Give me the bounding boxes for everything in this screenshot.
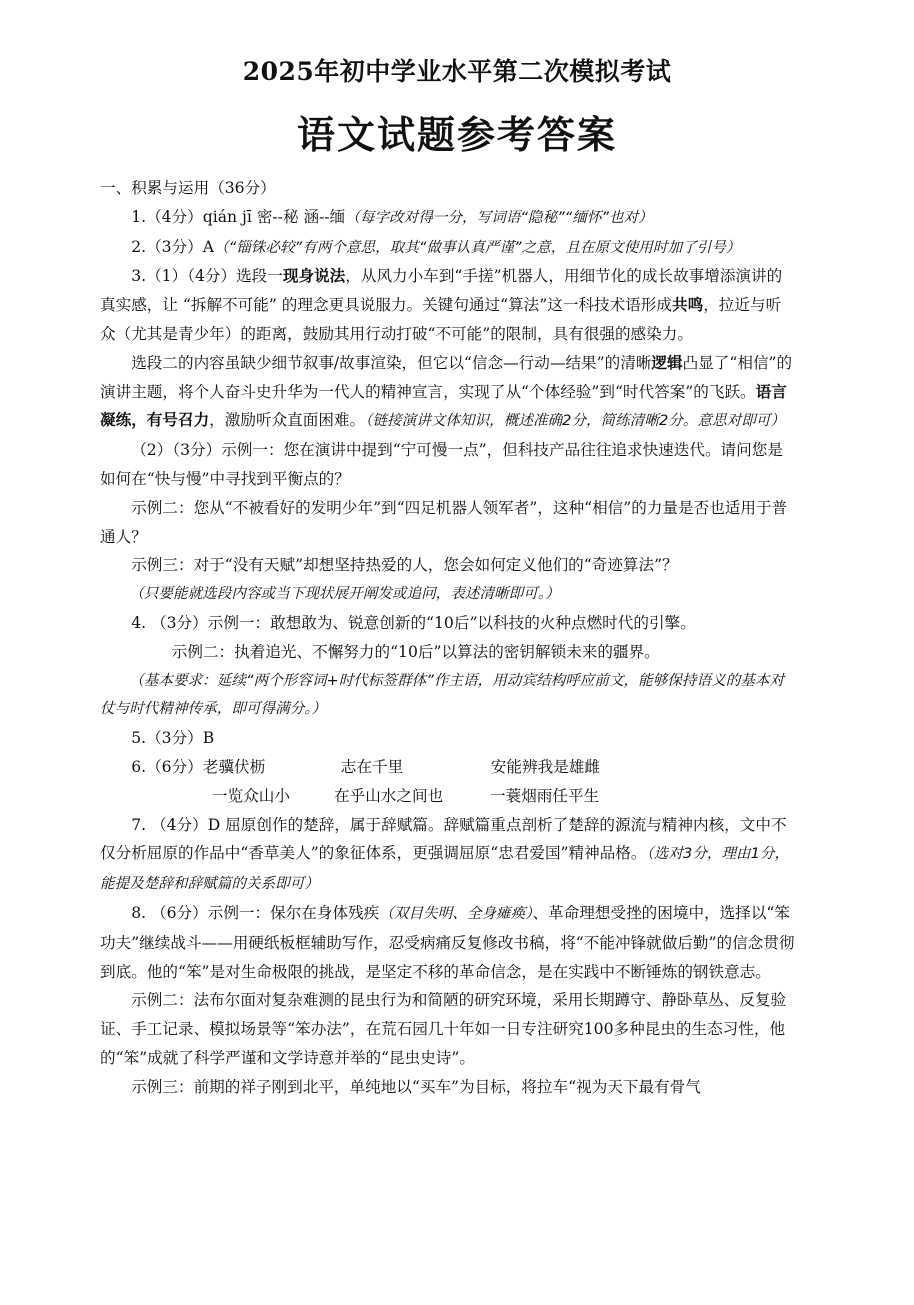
answer-q8-example1: 8. （6分）示例一：保尔在身体残疾（双目失明、全身瘫痪）、革命理想受挫的困境中，选择以“笨功夫”继续战斗——用硬纸板框辅助写作，忍受病痛反复修改书稿，将“不能冲锋就做后勤”的信念贯彻到底。他的“笨”是对生命极限的挑战，是坚定不移的革命信念，是在实践中不断锤炼的钢铁意志。	[100, 903, 795, 981]
answer-q4-example2: 示例二：执着追光、不懈努力的“10后”以算法的密钥解锁未来的疆界。	[171, 642, 660, 661]
answer-q3-2-note: （只要能就选段内容或当下现状展开阐发或追问，表述清晰即可。）	[129, 585, 560, 603]
poem-line: 一蓑烟雨任平生	[490, 786, 600, 805]
answer-q3-2-example1: （2）（3分）示例一：您在演讲中提到“宁可慢一点”，但科技产品往往追求快速迭代。请问您是如何在“快与慢”中寻找到平衡点的？	[100, 441, 783, 488]
answer-q7: 7. （4分）D 屈原创作的楚辞，属于辞赋篇。辞赋篇重点剖析了楚辞的源流与精神内核，文中不仅分析屈原的作品中“香草美人”的象征体系，更强调屈原“忠君爱国”精神品格。（选对3分，理由1分，能提及楚辞和辞赋篇的关系即可）	[100, 815, 790, 893]
answer-body	[100, 174, 796, 1102]
section-heading: 一、积累与运用（36分）	[100, 179, 276, 197]
answer-q3-1: 3.（1）（4分）选段一现身说法，从风力小车到“手搓”机器人，用细节化的成长故事增添演讲的真实感，让 “拆解不可能” 的理念更具说服力。关键句通过“算法”这一科技术语形成共鸣，拉近与听众（尤其是青少年）的距离，鼓励其用行动打破“不可能”的限制，具有很强的感染力。	[100, 266, 783, 343]
answer-q3-1-part2: 选段二的内容虽缺少细节叙事/故事渲染，但它以“信念—行动—结果”的清晰逻辑凸显了“相信”的演讲主题，将个人奋斗史升华为一代人的精神宣言，实现了从“个体经验”到“时代答案”的飞跃。语言凝练，有号召力，激励听众直面困难。（链接演讲文体知识，概述准确2分，简练清晰2分。意思对即可）	[100, 352, 793, 430]
answer-q1: 1.（4分）qián jī 密--秘 涵--缅（每字改对得一分，写词语“隐秘”“缅怀”也对）	[131, 207, 653, 226]
answer-q3-2-example3: 示例三：对于“没有天赋”却想坚持热爱的人，您会如何定义他们的“奇迹算法”？	[131, 556, 678, 575]
answer-q6-row2	[100, 782, 796, 811]
poem-line: 志在千里	[340, 757, 404, 776]
poem-line: 老骥伏枥	[202, 757, 266, 776]
poem-line: 一览众山小	[212, 786, 290, 805]
answer-q2: 2.（3分）A（“锱铢必较”有两个意思，取其“做事认真严谨”之意，且在原文使用时加了引号）	[131, 237, 741, 256]
document-title: 语文试题参考答案	[296, 112, 617, 157]
answer-q4-note: （基本要求：延续“两个形容词+时代标签群体”作主语，用动宾结构呼应前文，能够保持语义的基本对仗与时代精神传承，即可得满分。）	[100, 671, 785, 718]
answer-q8-example2: 示例二：法布尔面对复杂难测的昆虫行为和简陋的研究环境，采用长期蹲守、静卧草丛、反复验证、手工记录、模拟场景等“笨办法”，在荒石园几十年如一日专注研究100多种昆虫的生态习性，他的“笨”成就了科学严谨和文学诗意并举的“昆虫史诗”。	[100, 991, 787, 1067]
answer-q4-example1: 4. （3分）示例一：敢想敢为、锐意创新的“10后”以科技的火种点燃时代的引擎。	[131, 613, 696, 632]
poem-line: 安能辨我是雄雌	[490, 757, 600, 776]
answer-q3-2-example2: 示例二：您从“不被看好的发明少年”到“四足机器人领军者”，这种“相信”的力量是否也适用于普通人？	[100, 498, 788, 546]
answer-q5: 5.（3分）B	[131, 729, 215, 748]
exam-title: 2025年初中学业水平第二次模拟考试	[242, 57, 672, 86]
answer-q6-row1: 6.（6分） 老骥伏枥 志在千里 安能辨我是雄雌	[100, 753, 796, 782]
poem-line: 在乎山水之间也	[334, 786, 444, 805]
answer-q8-example3: 示例三：前期的祥子刚到北平，单纯地以“买车”为目标，将拉车“视为天下最有骨气	[131, 1077, 701, 1096]
